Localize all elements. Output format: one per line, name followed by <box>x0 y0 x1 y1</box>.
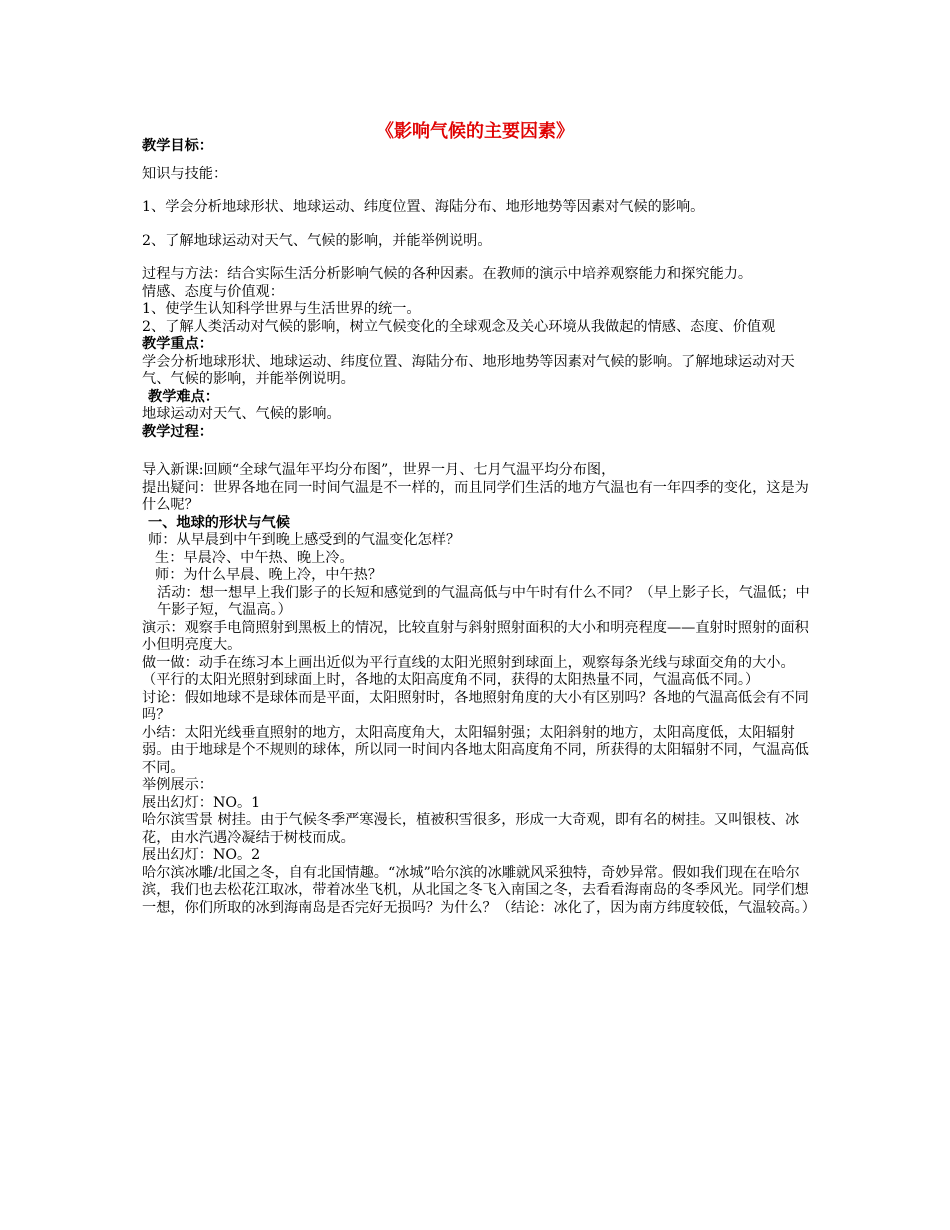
emotion-item-1: 1、使学生认知科学世界与生活世界的统一。 <box>142 301 421 317</box>
slide-2-text: 哈尔滨冰雕/北国之冬，自有北国情趣。“冰城”哈尔滨的冰雕就风采独特，奇妙异常。假如我们现在在哈尔滨，我们也去松花江取冰，带着冰坐飞机，从北国之冬飞入南国之冬，去看看海南岛的冬季风光。同学们想一想，你们所取的冰到海南岛是否完好无损吗？为什么？（结论：冰化了，因为南方纬度较低，气温较高。） <box>142 864 816 916</box>
knowledge-item-2: 2、了解地球运动对天气、气候的影响，并能举例说明。 <box>142 232 492 249</box>
process-heading: 教学过程： <box>142 423 213 440</box>
discussion-text: 讨论：假如地球不是球体而是平面，太阳照射时，各地照射角度的大小有区别吗？各地的气温高低会有不同吗？ <box>142 689 809 723</box>
examples-label: 举例展示： <box>142 777 213 793</box>
difficulties-heading: 教学难点： <box>148 388 219 405</box>
student-line-1: 生：早晨冷、中午热、晚上冷。 <box>155 549 354 566</box>
document-title: 《影响气候的主要因素》 <box>376 121 574 142</box>
knowledge-item-1: 1、学会分析地球形状、地球运动、纬度位置、海陆分布、地形地势等因素对气候的影响。 <box>142 199 705 215</box>
slide-1-text: 哈尔滨雪景 树挂。由于气候冬季严寒漫长，植被积雪很多，形成一大奇观，即有名的树挂。又叫银枝、冰花，由水汽遇冷凝结于树枝而成。 <box>142 812 800 846</box>
slide-2-label: 展出幻灯：NO。2 <box>142 847 261 863</box>
summary-text: 小结：太阳光线垂直照射的地方，太阳高度角大，太阳辐射强；太阳斜射的地方，太阳高度低，太阳辐射弱。由于地球是个不规则的球体，所以同一时间内各地太阳高度角不同，所获得的太阳辐射不同，气温高低不同。 <box>142 724 809 776</box>
section-heading-1: 一、地球的形状与气候 <box>148 514 290 531</box>
demo-text: 演示：观察手电筒照射到黑板上的情况，比较直射与斜射照射面积的大小和明亮程度——直射时照射的面积小但明亮度大。 <box>142 619 809 653</box>
knowledge-label: 知识与技能： <box>142 165 228 182</box>
document-body <box>142 138 814 917</box>
difficulties-text: 地球运动对天气、气候的影响。 <box>142 406 341 422</box>
emotion-item-2: 2、了解人类活动对气候的影响，树立气候变化的全球观念及关心环境从我做起的情感、态度、价值观 <box>142 318 776 335</box>
emotion-label: 情感、态度与价值观： <box>142 283 284 300</box>
key-points-text: 学会分析地球形状、地球运动、纬度位置、海陆分布、地形地势等因素对气候的影响。了解地球运动对天气、气候的影响，并能举例说明。 <box>142 353 795 387</box>
teacher-line-1: 师：从早晨到中午到晚上感受到的气温变化怎样？ <box>148 532 461 548</box>
key-points-heading: 教学重点： <box>142 336 213 352</box>
slide-1-label: 展出幻灯：NO。1 <box>142 794 261 811</box>
teacher-line-2: 师：为什么早晨、晚上冷，中午热？ <box>155 567 383 583</box>
question-text: 提出疑问：世界各地在同一时间气温是不一样的，而且同学们生活的地方气温也有一年四季的变化，这是为什么呢？ <box>142 479 809 513</box>
intro-text: 导入新课:回顾“全球气温年平均分布图”，世界一月、七月气温平均分布图， <box>142 462 616 478</box>
activity-text: 活动：想一想早上我们影子的长短和感觉到的气温高低与中午时有什么不同？（早上影子长，气温低；中午影子短，气温高。） <box>157 584 810 618</box>
process-method: 过程与方法：结合实际生活分析影响气候的各种因素。在教师的演示中培养观察能力和探究能力。 <box>142 266 753 282</box>
objectives-heading: 教学目标： <box>142 138 213 154</box>
do-it-text: 做一做：动手在练习本上画出近似为平行直线的太阳光照射到球面上，观察每条光线与球面交角的大小。（平行的太阳光照射到球面上时，各地的太阳高度角不同，获得的太阳热量不同，气温高低不同。） <box>142 654 795 688</box>
